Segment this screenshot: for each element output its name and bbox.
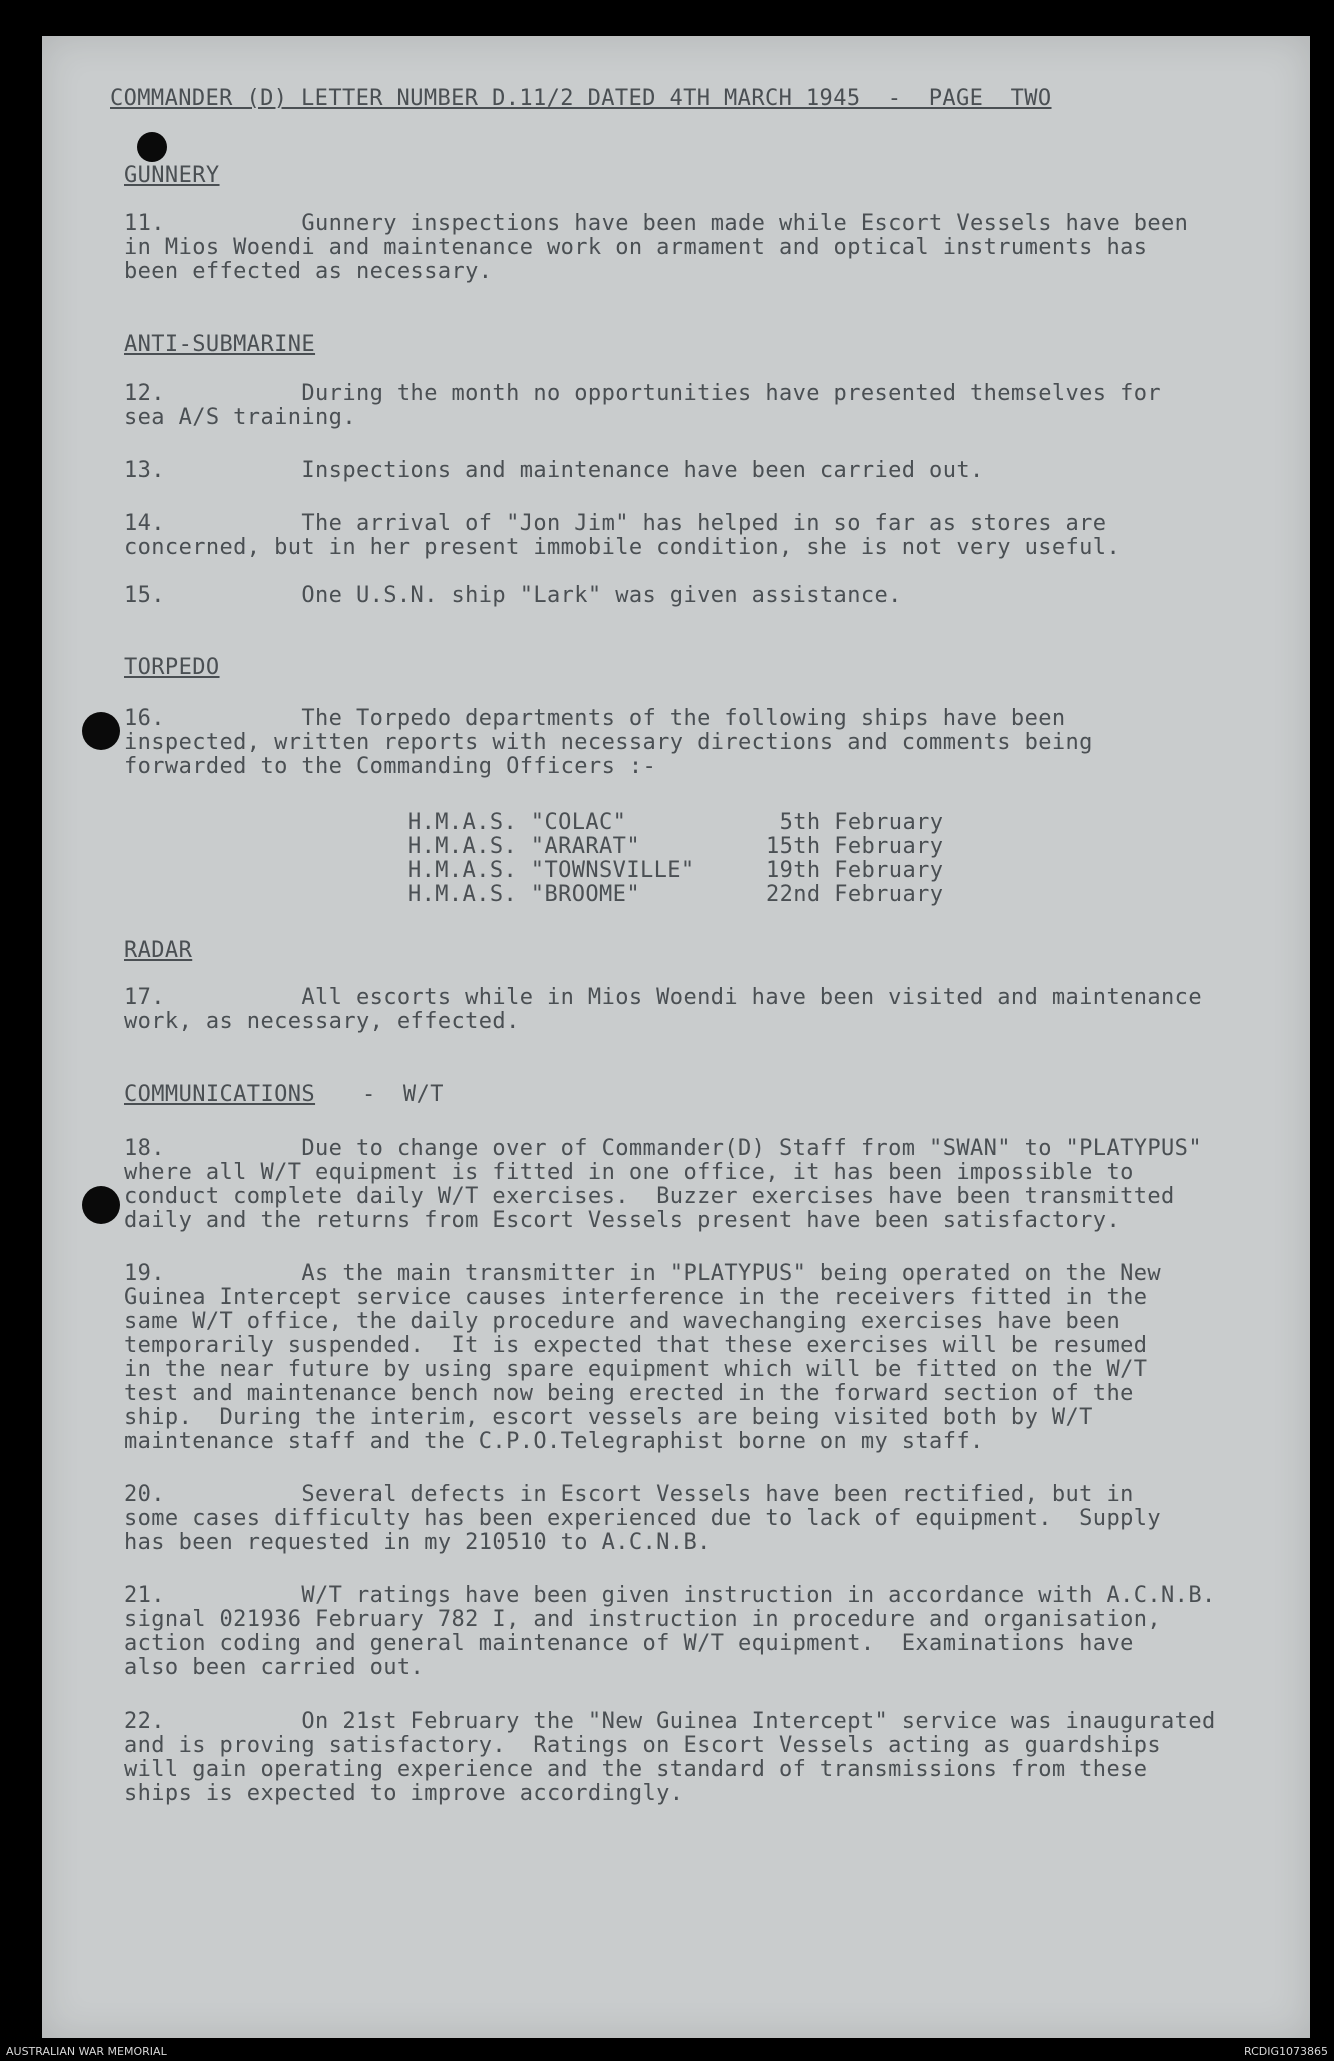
section-heading-communications: COMMUNICATIONS xyxy=(124,1082,316,1107)
page-header: COMMANDER (D) LETTER NUMBER D.11/2 DATED 4TH MARCH 1945 - PAGE TWO xyxy=(110,86,1052,111)
paragraph-line: signal 021936 February 782 I, and instruction in procedure and organisation, xyxy=(124,1607,1162,1632)
punch-hole xyxy=(137,132,167,162)
ship-name: H.M.A.S. "BROOME" xyxy=(408,882,640,907)
paragraph-line: some cases difficulty has been experienced due to lack of equipment. Supply xyxy=(124,1506,1162,1531)
paragraph-line: and is proving satisfactory. Ratings on Escort Vessels acting as guardships xyxy=(124,1733,1162,1758)
paragraph-line: has been requested in my 210510 to A.C.N.B. xyxy=(124,1530,711,1555)
paragraph-line: concerned, but in her present immobile condition, she is not very useful. xyxy=(124,535,1121,560)
paragraph-line: 21. W/T ratings have been given instruction in accordance with A.C.N.B. xyxy=(124,1583,1216,1608)
archive-reference: RCDIG1073865 xyxy=(1243,2045,1328,2058)
paragraph-line: also been carried out. xyxy=(124,1655,425,1680)
paragraph-line: maintenance staff and the C.P.O.Telegraphist borne on my staff. xyxy=(124,1429,984,1454)
paragraph-line: ship. During the interim, escort vessels are being visited both by W/T xyxy=(124,1405,1093,1430)
paragraph-line: 18. Due to change over of Commander(D) Staff from "SWAN" to "PLATYPUS" xyxy=(124,1136,1202,1161)
paragraph-line: same W/T office, the daily procedure and wavechanging exercises have been xyxy=(124,1309,1121,1334)
paragraph-line: been effected as necessary. xyxy=(124,259,493,284)
section-heading-anti-submarine: ANTI-SUBMARINE xyxy=(124,332,316,357)
ship-name: H.M.A.S. "COLAC" xyxy=(408,810,627,835)
paragraph-line: in Mios Woendi and maintenance work on armament and optical instruments has xyxy=(124,235,1148,260)
inspection-date: 15th February xyxy=(766,834,944,859)
paragraph-line: 11. Gunnery inspections have been made while Escort Vessels have been xyxy=(124,211,1189,236)
inspection-date: 19th February xyxy=(766,858,944,883)
paragraph-line: Guinea Intercept service causes interference in the receivers fitted in the xyxy=(124,1285,1148,1310)
paragraph-line: will gain operating experience and the standard of transmissions from these xyxy=(124,1757,1148,1782)
punch-hole xyxy=(82,1186,120,1224)
inspection-date: 22nd February xyxy=(766,882,944,907)
paragraph-line: 13. Inspections and maintenance have been carried out. xyxy=(124,458,984,483)
document-page xyxy=(42,36,1310,2038)
paragraph-line: temporarily suspended. It is expected that these exercises will be resumed xyxy=(124,1333,1148,1358)
paragraph-line: inspected, written reports with necessary directions and comments being xyxy=(124,730,1093,755)
ship-name: H.M.A.S. "ARARAT" xyxy=(408,834,640,859)
section-heading-gunnery: GUNNERY xyxy=(124,163,220,188)
paragraph-line: action coding and general maintenance of W/T equipment. Examinations have xyxy=(124,1631,1134,1656)
inspection-date: 5th February xyxy=(766,810,944,835)
paragraph-line: 12. During the month no opportunities have presented themselves for xyxy=(124,381,1162,406)
paragraph-line: 15. One U.S.N. ship "Lark" was given assistance. xyxy=(124,583,902,608)
paragraph-line: 14. The arrival of "Jon Jim" has helped in so far as stores are xyxy=(124,511,1107,536)
paragraph-line: 20. Several defects in Escort Vessels have been rectified, but in xyxy=(124,1482,1134,1507)
archive-credit: AUSTRALIAN WAR MEMORIAL xyxy=(6,2045,167,2058)
paragraph-line: 19. As the main transmitter in "PLATYPUS" being operated on the New xyxy=(124,1261,1162,1286)
ship-name: H.M.A.S. "TOWNSVILLE" xyxy=(408,858,695,883)
paragraph-line: 16. The Torpedo departments of the following ships have been xyxy=(124,706,1066,731)
archive-footer xyxy=(0,2041,1334,2061)
punch-hole xyxy=(82,712,120,750)
paragraph-line: 17. All escorts while in Mios Woendi have been visited and maintenance xyxy=(124,985,1202,1010)
paragraph-line: work, as necessary, effected. xyxy=(124,1009,520,1034)
paragraph-line: in the near future by using spare equipment which will be fitted on the W/T xyxy=(124,1357,1148,1382)
paragraph-line: daily and the returns from Escort Vessels present have been satisfactory. xyxy=(124,1208,1121,1233)
paragraph-line: conduct complete daily W/T exercises. Buzzer exercises have been transmitted xyxy=(124,1184,1175,1209)
paragraph-line: sea A/S training. xyxy=(124,405,356,430)
paragraph-line: ships is expected to improve accordingly. xyxy=(124,1781,684,1806)
section-heading-torpedo: TORPEDO xyxy=(124,655,220,680)
paragraph-line: forwarded to the Commanding Officers :- xyxy=(124,754,657,779)
paragraph-line: where all W/T equipment is fitted in one office, it has been impossible to xyxy=(124,1160,1134,1185)
paragraph-line: test and maintenance bench now being erected in the forward section of the xyxy=(124,1381,1134,1406)
section-heading-radar: RADAR xyxy=(124,938,193,963)
paragraph-line: 22. On 21st February the "New Guinea Intercept" service was inaugurated xyxy=(124,1709,1216,1734)
section-subheading-wt: - W/T xyxy=(362,1082,444,1107)
